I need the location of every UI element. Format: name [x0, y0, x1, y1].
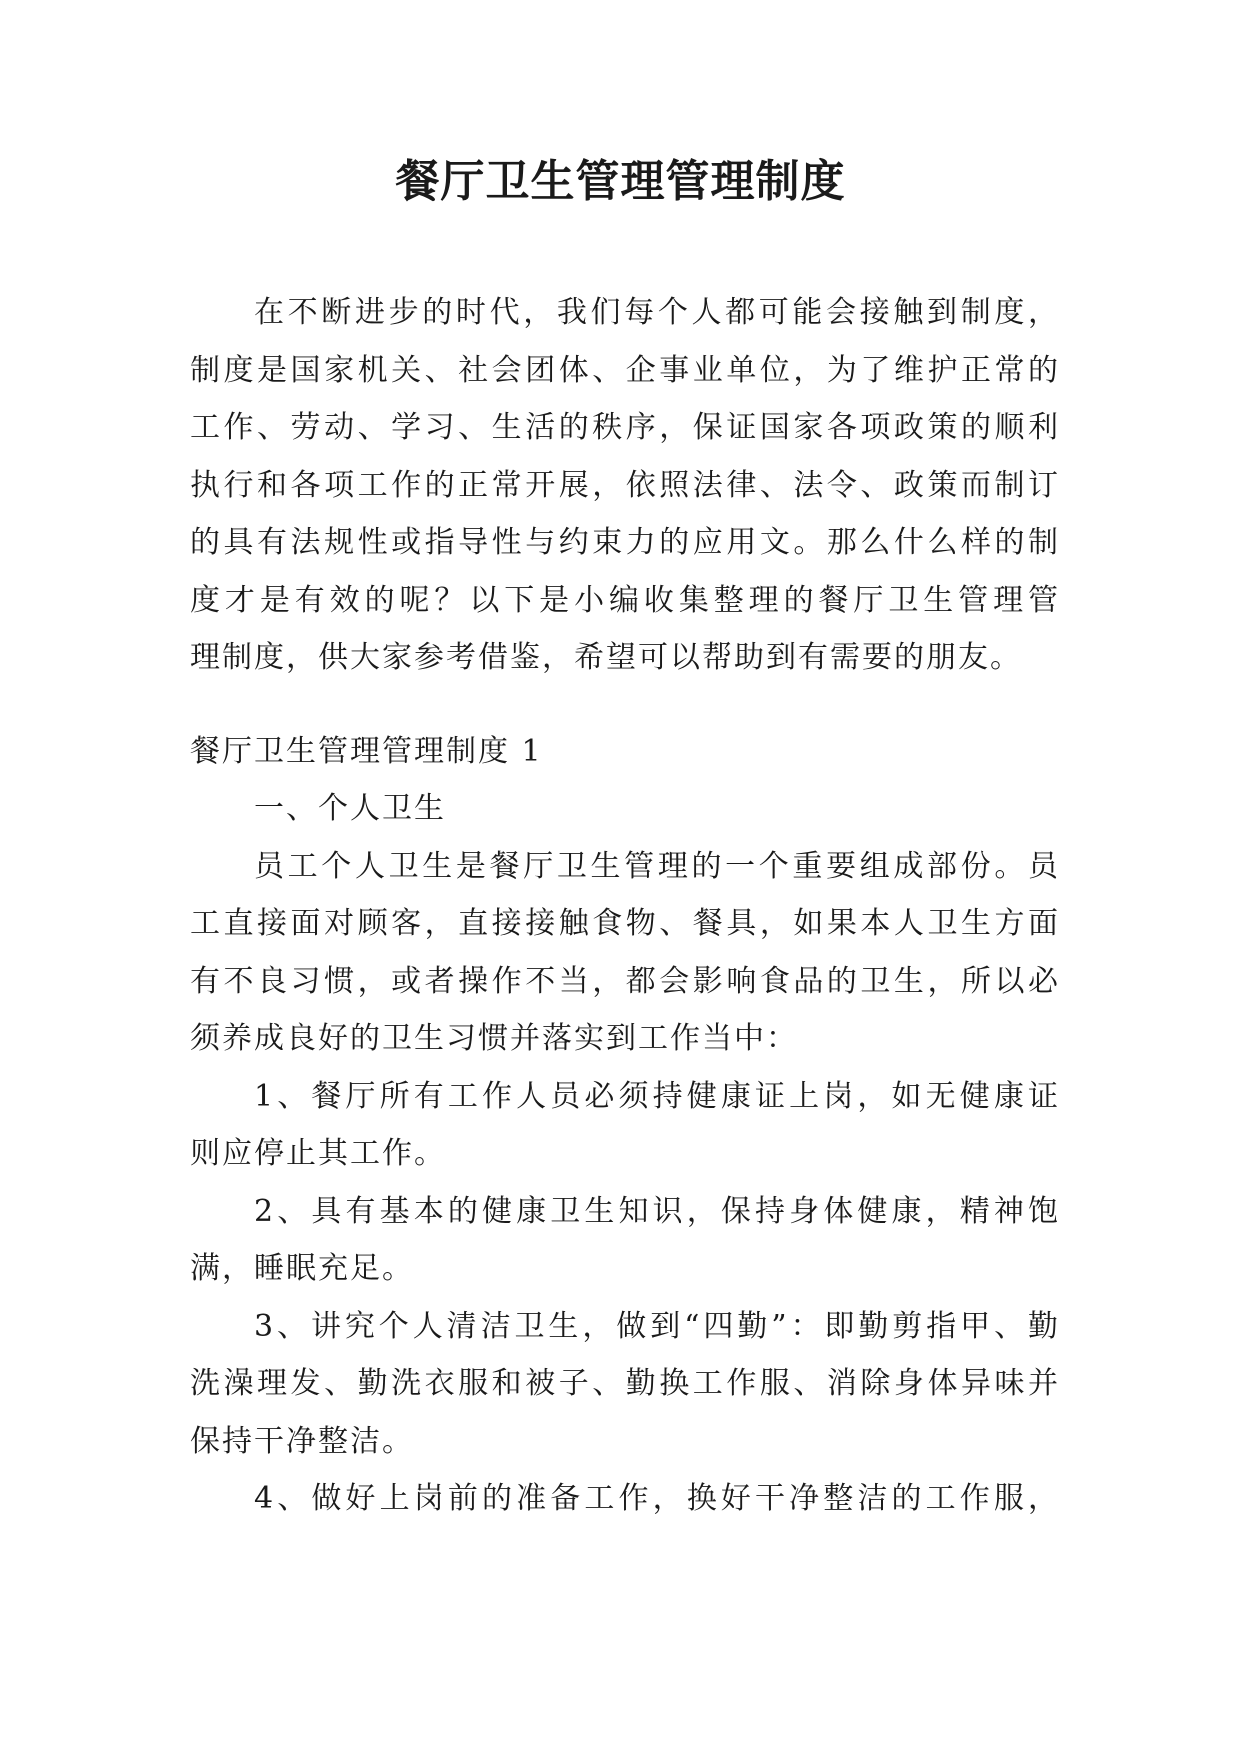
document-body [190, 284, 1060, 1528]
intro-line: 理制度，供大家参考借鉴，希望可以帮助到有需要的朋友。 [190, 640, 1022, 675]
paragraph-gap [190, 687, 1060, 723]
intro-line: 度才是有效的呢？以下是小编收集整理的餐厅卫生管理管 [190, 582, 1060, 618]
list-item-line: 2、具有基本的健康卫生知识，保持身体健康，精神饱 [254, 1193, 1060, 1229]
list-item-line: 满，睡眠充足。 [190, 1251, 414, 1286]
subsection-title: 一、个人卫生 [254, 791, 446, 826]
intro-line: 制度是国家机关、社会团体、企事业单位，为了维护正常的 [190, 352, 1060, 388]
list-item-line: 4、做好上岗前的准备工作，换好干净整洁的工作服， [254, 1481, 1060, 1516]
intro-line: 在不断进步的时代，我们每个人都可能会接触到制度， [254, 295, 1060, 330]
list-item-line: 洗澡理发、勤洗衣服和被子、勤换工作服、消除身体异味并 [190, 1366, 1060, 1401]
paragraph-line: 须养成良好的卫生习惯并落实到工作当中： [190, 1021, 798, 1056]
intro-line: 的具有法规性或指导性与约束力的应用文。那么什么样的制 [190, 525, 1060, 560]
paragraph-line: 有不良习惯，或者操作不当，都会影响食品的卫生，所以必 [190, 963, 1060, 999]
document-title: 餐厅卫生管理管理制度 [395, 156, 846, 207]
paragraph-line: 员工个人卫生是餐厅卫生管理的一个重要组成部份。员 [254, 848, 1060, 884]
list-item-line: 1、餐厅所有工作人员必须持健康证上岗，如无健康证 [254, 1078, 1060, 1114]
list-item-line: 3、讲究个人清洁卫生，做到“四勤”：即勤剪指甲、勤 [254, 1308, 1060, 1344]
section-title: 餐厅卫生管理管理制度 1 [190, 733, 543, 769]
list-item-line: 则应停止其工作。 [190, 1136, 446, 1171]
intro-line: 工作、劳动、学习、生活的秩序，保证国家各项政策的顺利 [190, 410, 1060, 445]
intro-line: 执行和各项工作的正常开展，依照法律、法令、政策而制订 [190, 467, 1060, 503]
list-item-line: 保持干净整洁。 [190, 1423, 414, 1459]
paragraph-line: 工直接面对顾客，直接接触食物、餐具，如果本人卫生方面 [190, 906, 1060, 941]
